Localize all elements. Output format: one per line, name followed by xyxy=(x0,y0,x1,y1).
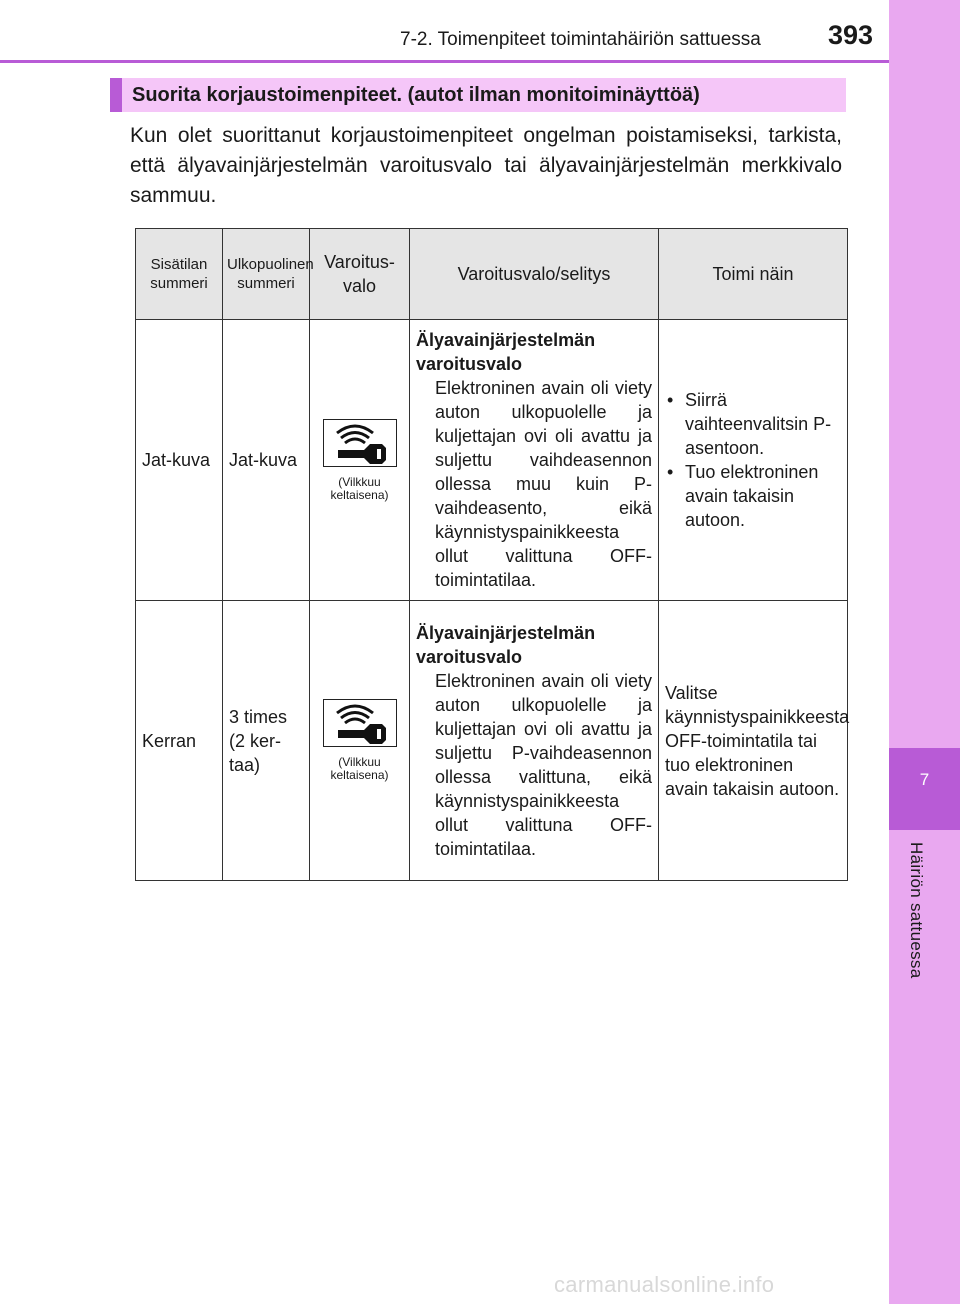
smart-key-warning-icon xyxy=(323,699,397,747)
outside-buzzer-cell: Jat-kuva xyxy=(223,320,310,601)
intro-paragraph: Kun olet suorittanut korjaustoimenpiteet ongelman poistamiseksi, tarkista, että älyavainjärjestelmän varoitusvalo tai älyavainjärjestelmän merkkivalo sammuu. xyxy=(130,124,842,207)
explanation-cell xyxy=(410,320,659,601)
explanation-body: Elektroninen avain oli viety auton ulkopuolelle ja kuljettajan ovi oli avattu ja suljettu vaihdeasennon ollessa muu kuin P-vaihdeasento, eikä käynnistyspainikkeesta ollut valittuna OFF-toimintatilaa. xyxy=(435,378,652,590)
header-outside-buzzer: Ulkopuolinen summeri xyxy=(223,229,310,320)
header-rule xyxy=(0,60,889,63)
header-inside-buzzer: Sisätilan summeri xyxy=(136,229,223,320)
action-item: • Siirrä vaihteenvalitsin P-asentoon. xyxy=(685,388,841,460)
explanation-cell xyxy=(410,601,659,881)
smart-key-warning-icon xyxy=(323,419,397,467)
warning-table xyxy=(135,228,848,881)
action-item: • Tuo elektroninen avain takaisin autoon. xyxy=(685,460,841,532)
table-row xyxy=(136,320,848,601)
explanation-title: Älyavainjärjestelmän varoitusvalo xyxy=(416,622,596,667)
inside-buzzer-cell: Kerran xyxy=(136,601,223,881)
watermark: carmanualsonline.info xyxy=(554,1272,775,1297)
side-tab xyxy=(889,0,960,1304)
section-heading: Suorita korjaustoimenpiteet. (autot ilman monitoiminäyttöä) xyxy=(110,78,846,112)
indicator-note: (Vilkkuu keltaisena) xyxy=(330,474,389,502)
chapter-title: Häiriön sattuessa xyxy=(907,842,926,979)
header-warning-light: Varoitus-valo xyxy=(310,229,410,320)
header-title: 7-2. Toimenpiteet toimintahäiriön sattuessa xyxy=(400,29,761,50)
page-number: 393 xyxy=(828,20,874,50)
header-action: Toimi näin xyxy=(659,229,848,320)
outside-buzzer-cell: 3 times (2 ker-taa) xyxy=(223,601,310,881)
action-cell xyxy=(659,320,848,601)
explanation-body: Elektroninen avain oli viety auton ulkopuolelle ja kuljettajan ovi oli avattu ja suljettu P-vaihdeasennon ollessa valittuna, eikä käynnistyspainikkeesta ollut valittuna OFF-toimintatilaa. xyxy=(435,670,652,859)
table-header-row xyxy=(136,229,848,320)
indicator-note: (Vilkkuu keltaisena) xyxy=(330,755,389,782)
action-cell: Valitse käynnistyspainikkeesta OFF-toimintatila tai tuo elektroninen avain takaisin autoon. xyxy=(659,601,848,881)
inside-buzzer-cell: Jat-kuva xyxy=(136,320,223,601)
header-explanation: Varoitusvalo/selitys xyxy=(410,229,659,320)
explanation-title: Älyavainjärjestelmän varoitusvalo xyxy=(416,330,596,374)
table-row xyxy=(136,601,848,881)
indicator-cell xyxy=(310,320,410,601)
action-list xyxy=(665,388,841,532)
indicator-cell xyxy=(310,601,410,881)
chapter-number: 7 xyxy=(919,770,930,789)
